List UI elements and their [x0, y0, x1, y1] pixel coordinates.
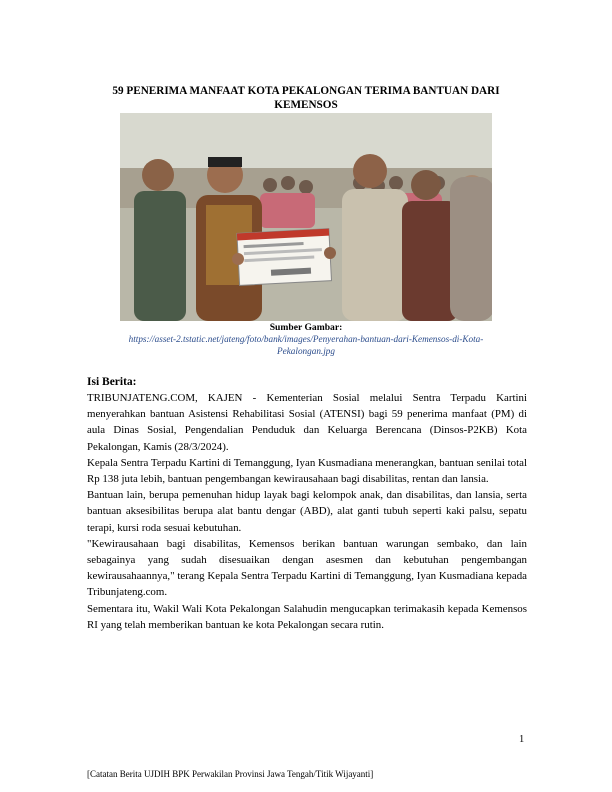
caption-url[interactable]: https://asset-2.tstatic.net/jateng/foto/bank/images/Penyerahan-bantuan-dari-Kemensos-di-Kota-Pekalongan.jpg [128, 334, 484, 356]
news-photo [120, 113, 492, 321]
paragraph: "Kewirausahaan bagi disabilitas, Kemensos berikan bantuan warungan sembako, dan lain sebagainya yang sudah disesuaikan dengan asesmen dan kebutuhan pengembangan kewirausahaannya," terang Kepala Sentra Terpadu Kartini di Temanggung, Iyan Kusmadiana kepada Tribunjateng.com. [87, 537, 527, 599]
paragraph: Sementara itu, Wakil Wali Kota Pekalongan Salahudin mengucapkan terimakasih kepada Kemensos RI yang telah memberikan bantuan ke kota Pekalongan secara rutin. [87, 602, 527, 631]
paragraph: Bantuan lain, berupa pemenuhan hidup layak bagi kelompok anak, dan disabilitas, dan lansia, serta bantuan aksesibilitas berupa alat bantu dengar (ABD), alat ganti tubuh seperti kaki palsu, sepatu terapi, kursi roda sesuai kebutuhan. [87, 489, 527, 534]
paragraph: TRIBUNJATENG.COM, KAJEN - Kementerian Sosial melalui Sentra Terpadu Kartini menyerahkan bantuan Asistensi Rehabilitasi Sosial (ATENSI) bagi 59 penerima manfaat (PM) di aula Dinas Sosial, Pengendalian Penduduk dan Keluarga Berencana (Dinsos-P2KB) Kota Pekalongan, Kamis (28/3/2024). [87, 392, 527, 453]
page-number: 1 [519, 734, 525, 745]
page-footer: [Catatan Berita UJDIH BPK Perwakilan Provinsi Jawa Tengah/Titik Wijayanti] [87, 769, 374, 779]
caption-label: Sumber Gambar: [269, 322, 343, 333]
article-body [87, 390, 527, 633]
section-heading: Isi Berita: [87, 376, 137, 388]
paragraph: Kepala Sentra Terpadu Kartini di Temanggung, Iyan Kusmadiana menerangkan, bantuan senilai total Rp 138 juta lebih, bantuan pengembangan kewirausahaan bagi disabilitas, rentan dan lansia. [87, 456, 527, 486]
article-title: 59 PENERIMA MANFAAT KOTA PEKALONGAN TERIMA BANTUAN DARI KEMENSOS [112, 85, 500, 111]
